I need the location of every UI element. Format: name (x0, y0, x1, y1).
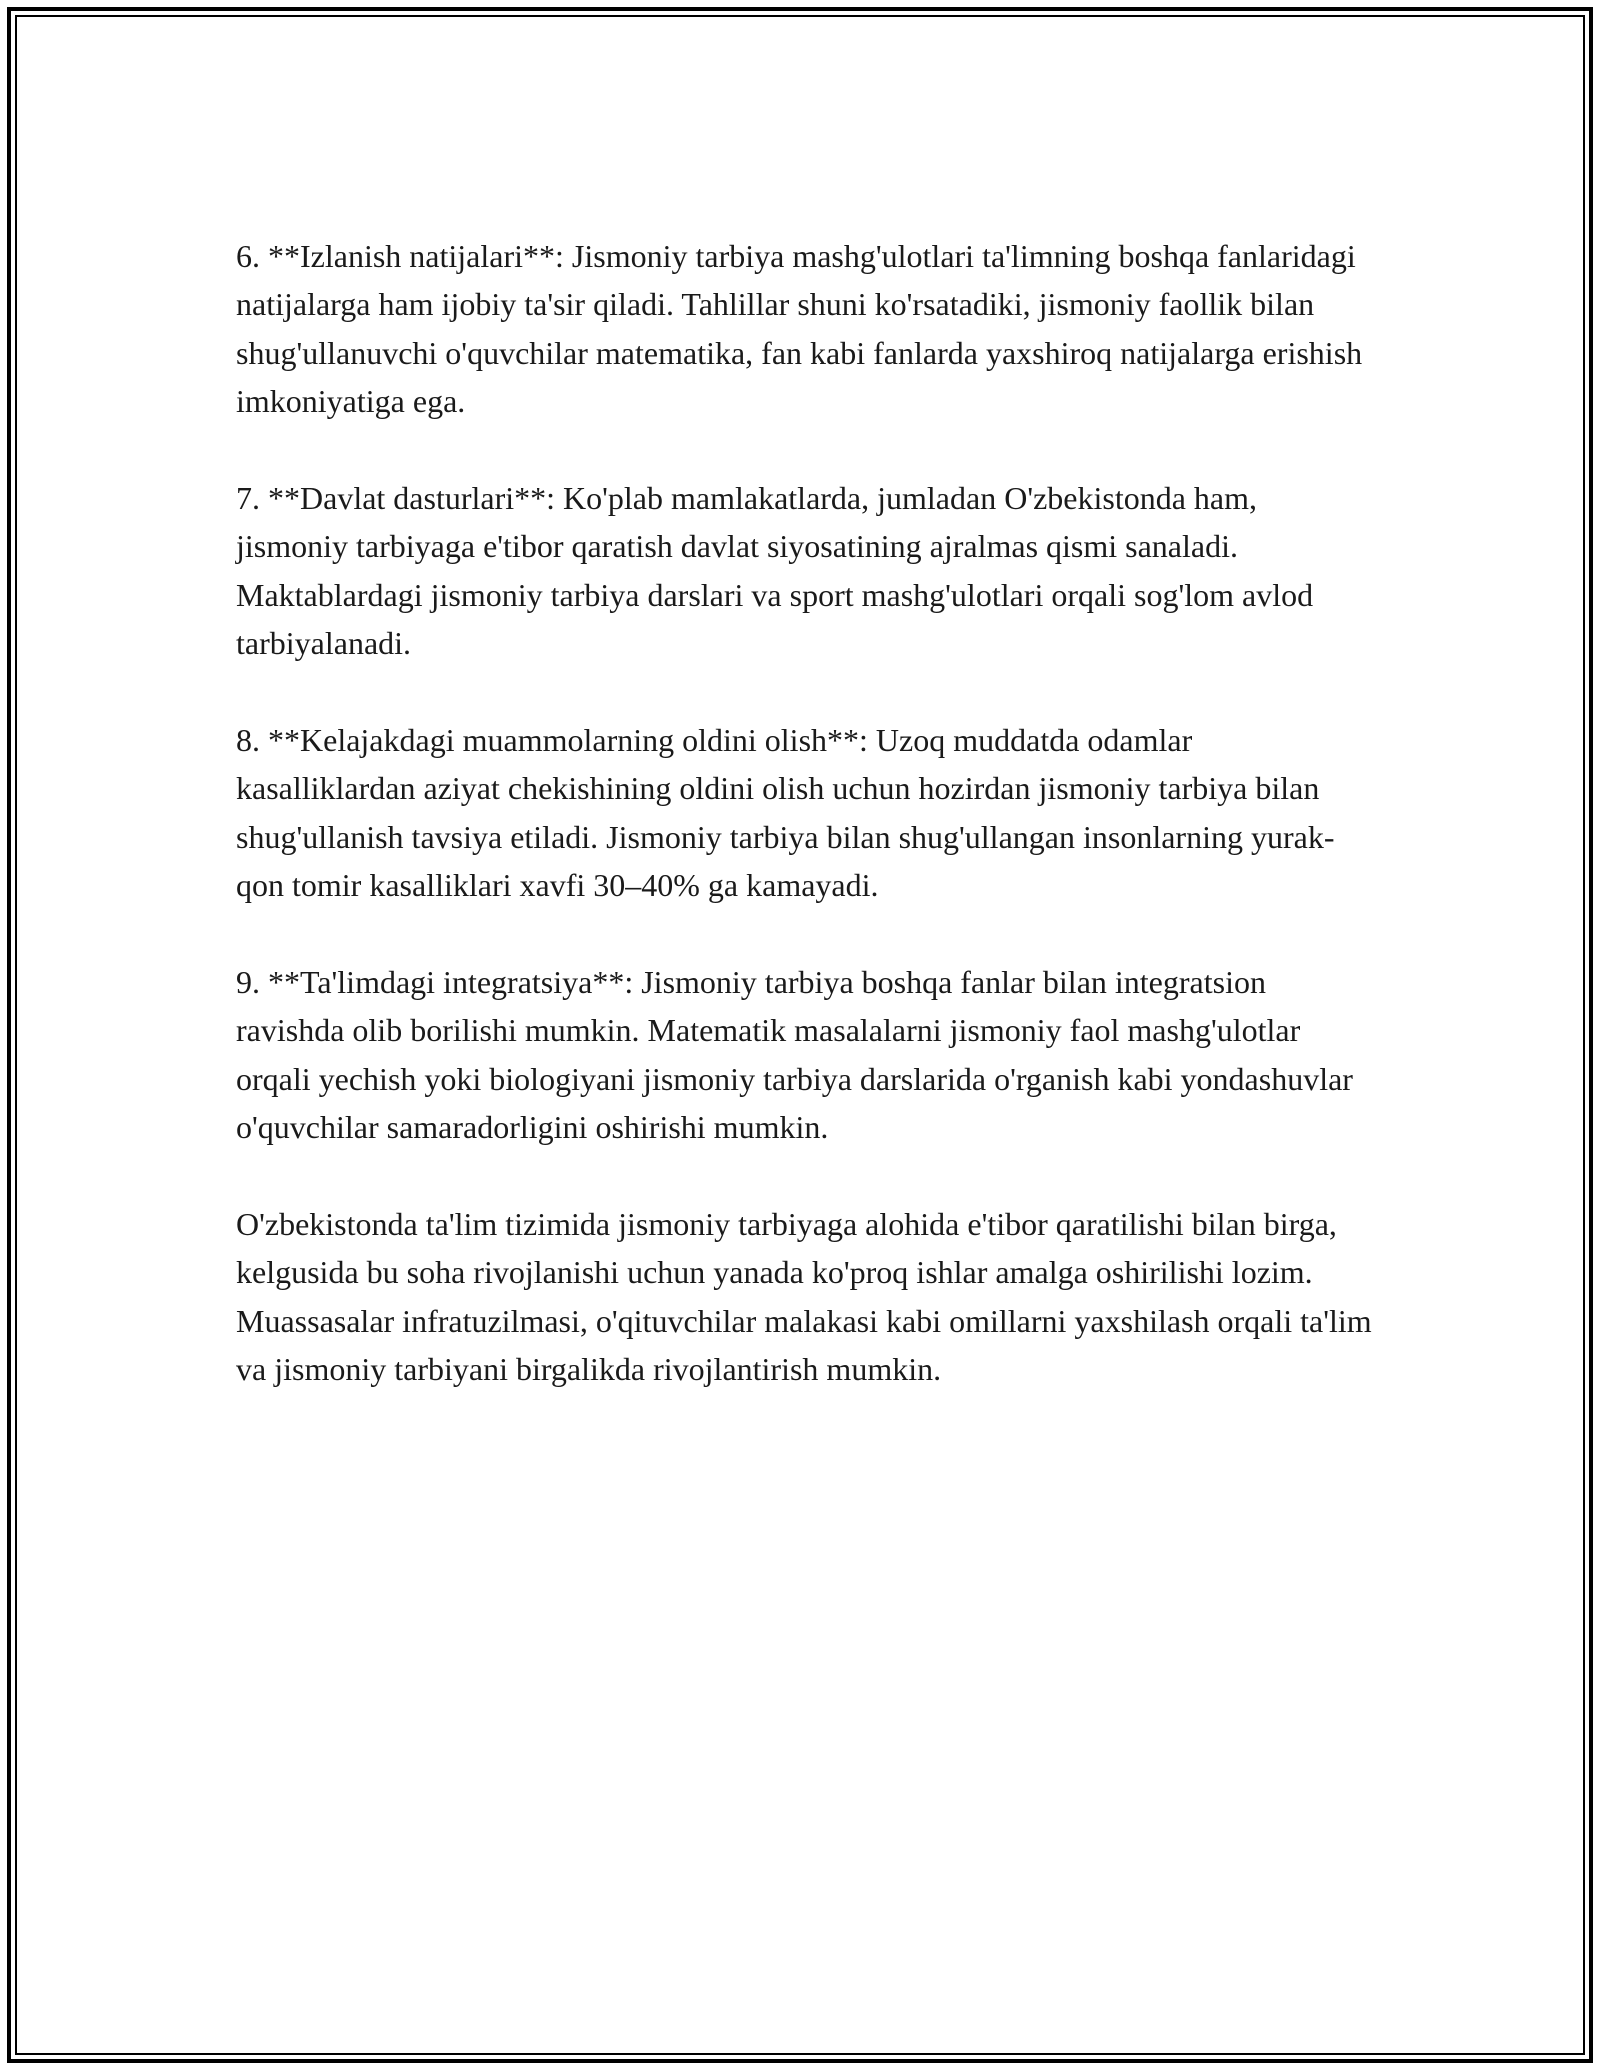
document-body (236, 232, 1376, 1442)
paragraph-kelajakdagi-muammolar: 8. **Kelajakdagi muammolarning oldini olish**: Uzoq muddatda odamlar kasalliklardan aziyat chekishining oldini olish uchun hozirdan jismoniy tarbiya bilan shug'ullanish tavsiya etiladi. Jismoniy tarbiya bilan shug'ullangan insonlarning yurak-qon tomir kasalliklari xavfi 30–40% ga kamayadi. (236, 722, 1335, 904)
paragraph-davlat-dasturlari: 7. **Davlat dasturlari**: Ko'plab mamlakatlarda, jumladan O'zbekistonda ham, jismoniy tarbiyaga e'tibor qaratish davlat siyosatining ajralmas qismi sanaladi. Maktablardagi jismoniy tarbiya darslari va sport mashg'ulotlari orqali sog'lom avlod tarbiyalanadi. (236, 480, 1314, 662)
paragraph-talimdagi-integratsiya: 9. **Ta'limdagi integratsiya**: Jismoniy tarbiya boshqa fanlar bilan integratsion ravishda olib borilishi mumkin. Matematik masalalarni jismoniy faol mashg'ulotlar orqali yechish yoki biologiyani jismoniy tarbiya darslarida o'rganish kabi yondashuvlar o'quvchilar samaradorligini oshirishi mumkin. (236, 964, 1353, 1146)
paragraph-conclusion: O'zbekistonda ta'lim tizimida jismoniy tarbiyaga alohida e'tibor qaratilishi bilan birga, kelgusida bu soha rivojlanishi uchun yanada ko'proq ishlar amalga oshirilishi lozim. Muassasalar infratuzilmasi, o'qituvchilar malakasi kabi omillarni yaxshilash orqali ta'lim va jismoniy tarbiyani birgalikda rivojlantirish mumkin. (236, 1206, 1372, 1388)
paragraph-izlanish-natijalari: 6. **Izlanish natijalari**: Jismoniy tarbiya mashg'ulotlari ta'limning boshqa fanlaridagi natijalarga ham ijobiy ta'sir qiladi. Tahlillar shuni ko'rsatadiki, jismoniy faollik bilan shug'ullanuvchi o'quvchilar matematika, fan kabi fanlarda yaxshiroq natijalarga erishish imkoniyatiga ega. (236, 238, 1363, 420)
